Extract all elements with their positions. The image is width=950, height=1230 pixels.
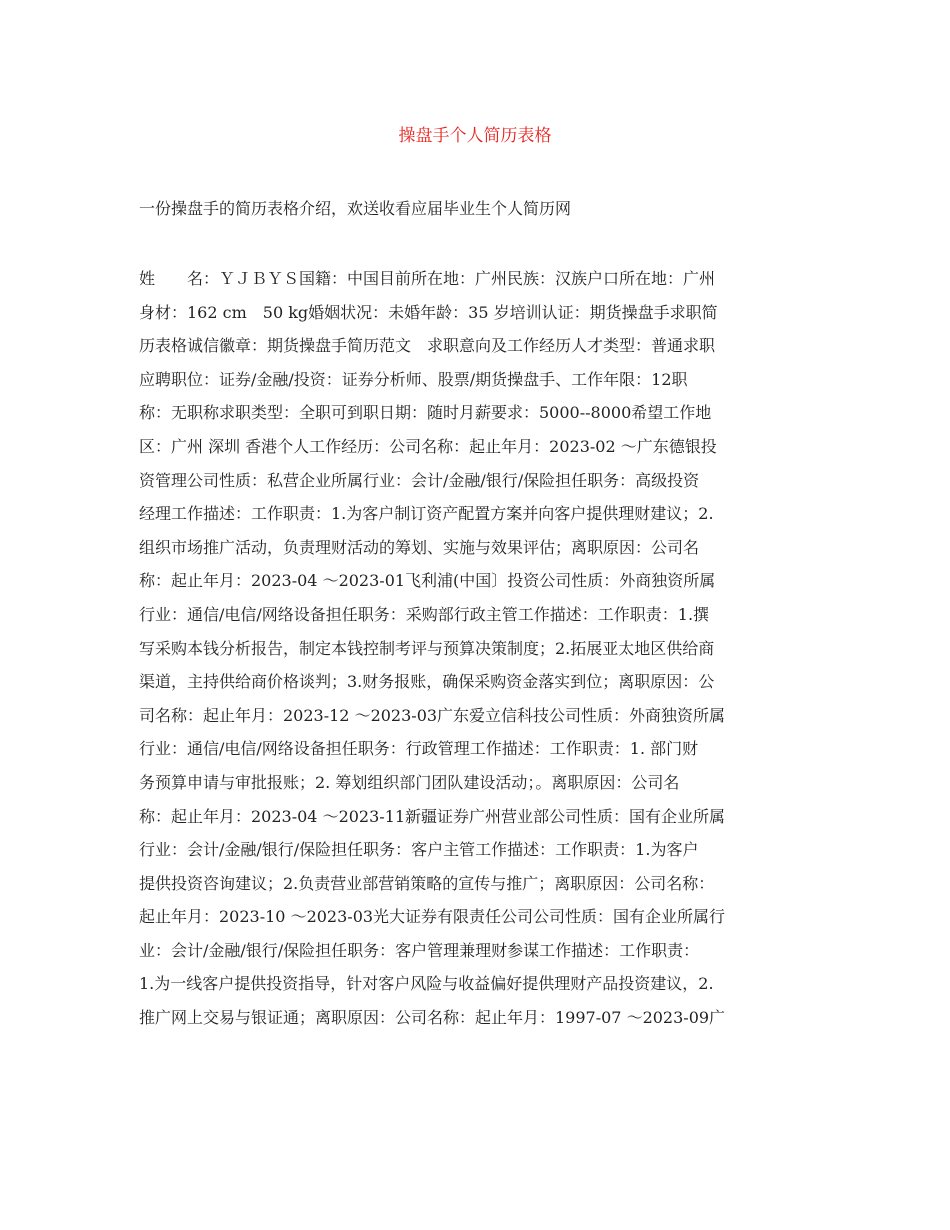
body-line: 组织市场推广活动，负责理财活动的筹划、实施与效果评估；离职原因：公司名 xyxy=(139,537,700,557)
body-line: 渠道，主持供给商价格谈判；3.财务报账，确保采购资金落实到位；离职原因：公 xyxy=(139,672,715,692)
body-line: 推广网上交易与银证通；离职原因：公司名称：起止年月：1997-07 ～2023-09广 xyxy=(139,1008,726,1028)
body-line: 身材：162 cm 50 kg婚姻状况：未婚年龄：35 岁培训认证：期货操盘手求职简 xyxy=(139,302,718,322)
body-line: 写采购本钱分析报告，制定本钱控制考评与预算决策制度；2.拓展亚太地区供给商 xyxy=(139,638,715,658)
body-line: 经理工作描述：工作职责：1.为客户制订资产配置方案并向客户提供理财建议；2. xyxy=(139,504,714,524)
body-line: 行业：通信/电信/网络设备担任职务：采购部行政主管工作描述：工作职责：1.撰 xyxy=(139,604,710,624)
document-title: 操盘手个人简历表格 xyxy=(398,126,552,146)
body-line: 应聘职位：证券/金融/投资：证券分析师、股票/期货操盘手、工作年限：12职 xyxy=(139,369,688,389)
body-line: 资管理公司性质：私营企业所属行业：会计/金融/银行/保险担任职务：高级投资 xyxy=(139,470,700,490)
body-line: 姓 名：ＹＪＢＹＳ国籍：中国目前所在地：广州民族：汉族户口所在地：广州 xyxy=(139,269,716,288)
body-line: 司名称：起止年月：2023-12 ～2023-03广东爱立信科技公司性质：外商独资所属 xyxy=(139,705,726,725)
body-line: 业：会计/金融/银行/保险担任职务：客户管理兼理财参谋工作描述：工作职责： xyxy=(139,940,700,960)
body-line: 行业：会计/金融/银行/保险担任职务：客户主管工作描述：工作职责：1.为客户 xyxy=(139,840,699,860)
body-line: 提供投资咨询建议；2.负责营业部营销策略的宣传与推广；离职原因：公司名称： xyxy=(139,873,715,893)
body-line: 起止年月：2023-10 ～2023-03光大证券有限责任公司公司性质：国有企业所属行 xyxy=(139,907,726,927)
body-line: 行业：通信/电信/网络设备担任职务：行政管理工作描述：工作职责：1. 部门财 xyxy=(139,739,699,759)
body-line: 称：起止年月：2023-04 ～2023-01飞利浦(中国〕投资公司性质：外商独资所属 xyxy=(139,571,716,591)
body-line: 区：广州 深圳 香港个人工作经历：公司名称：起止年月：2023-02 ～广东德银投 xyxy=(139,436,717,456)
intro-paragraph: 一份操盘手的简历表格介绍，欢送收看应届毕业生个人简历网 xyxy=(139,199,572,218)
body-line: 称：无职称求职类型：全职可到职日期：随时月薪要求：5000--8000希望工作地 xyxy=(139,403,712,423)
body-line: 务预算申请与审批报账；2. 筹划组织部门团队建设活动；。离职原因：公司名 xyxy=(139,772,680,792)
body-line: 历表格诚信徽章：期货操盘手简历范文 求职意向及工作经历人才类型：普通求职 xyxy=(139,336,716,356)
body-line: 称：起止年月：2023-04 ～2023-11新疆证券广州营业部公司性质：国有企业所属 xyxy=(139,806,726,826)
body-line: 1.为一线客户提供投资指导，针对客户风险与收益偏好提供理财产品投资建议，2. xyxy=(139,974,714,994)
resume-body xyxy=(139,262,811,1035)
